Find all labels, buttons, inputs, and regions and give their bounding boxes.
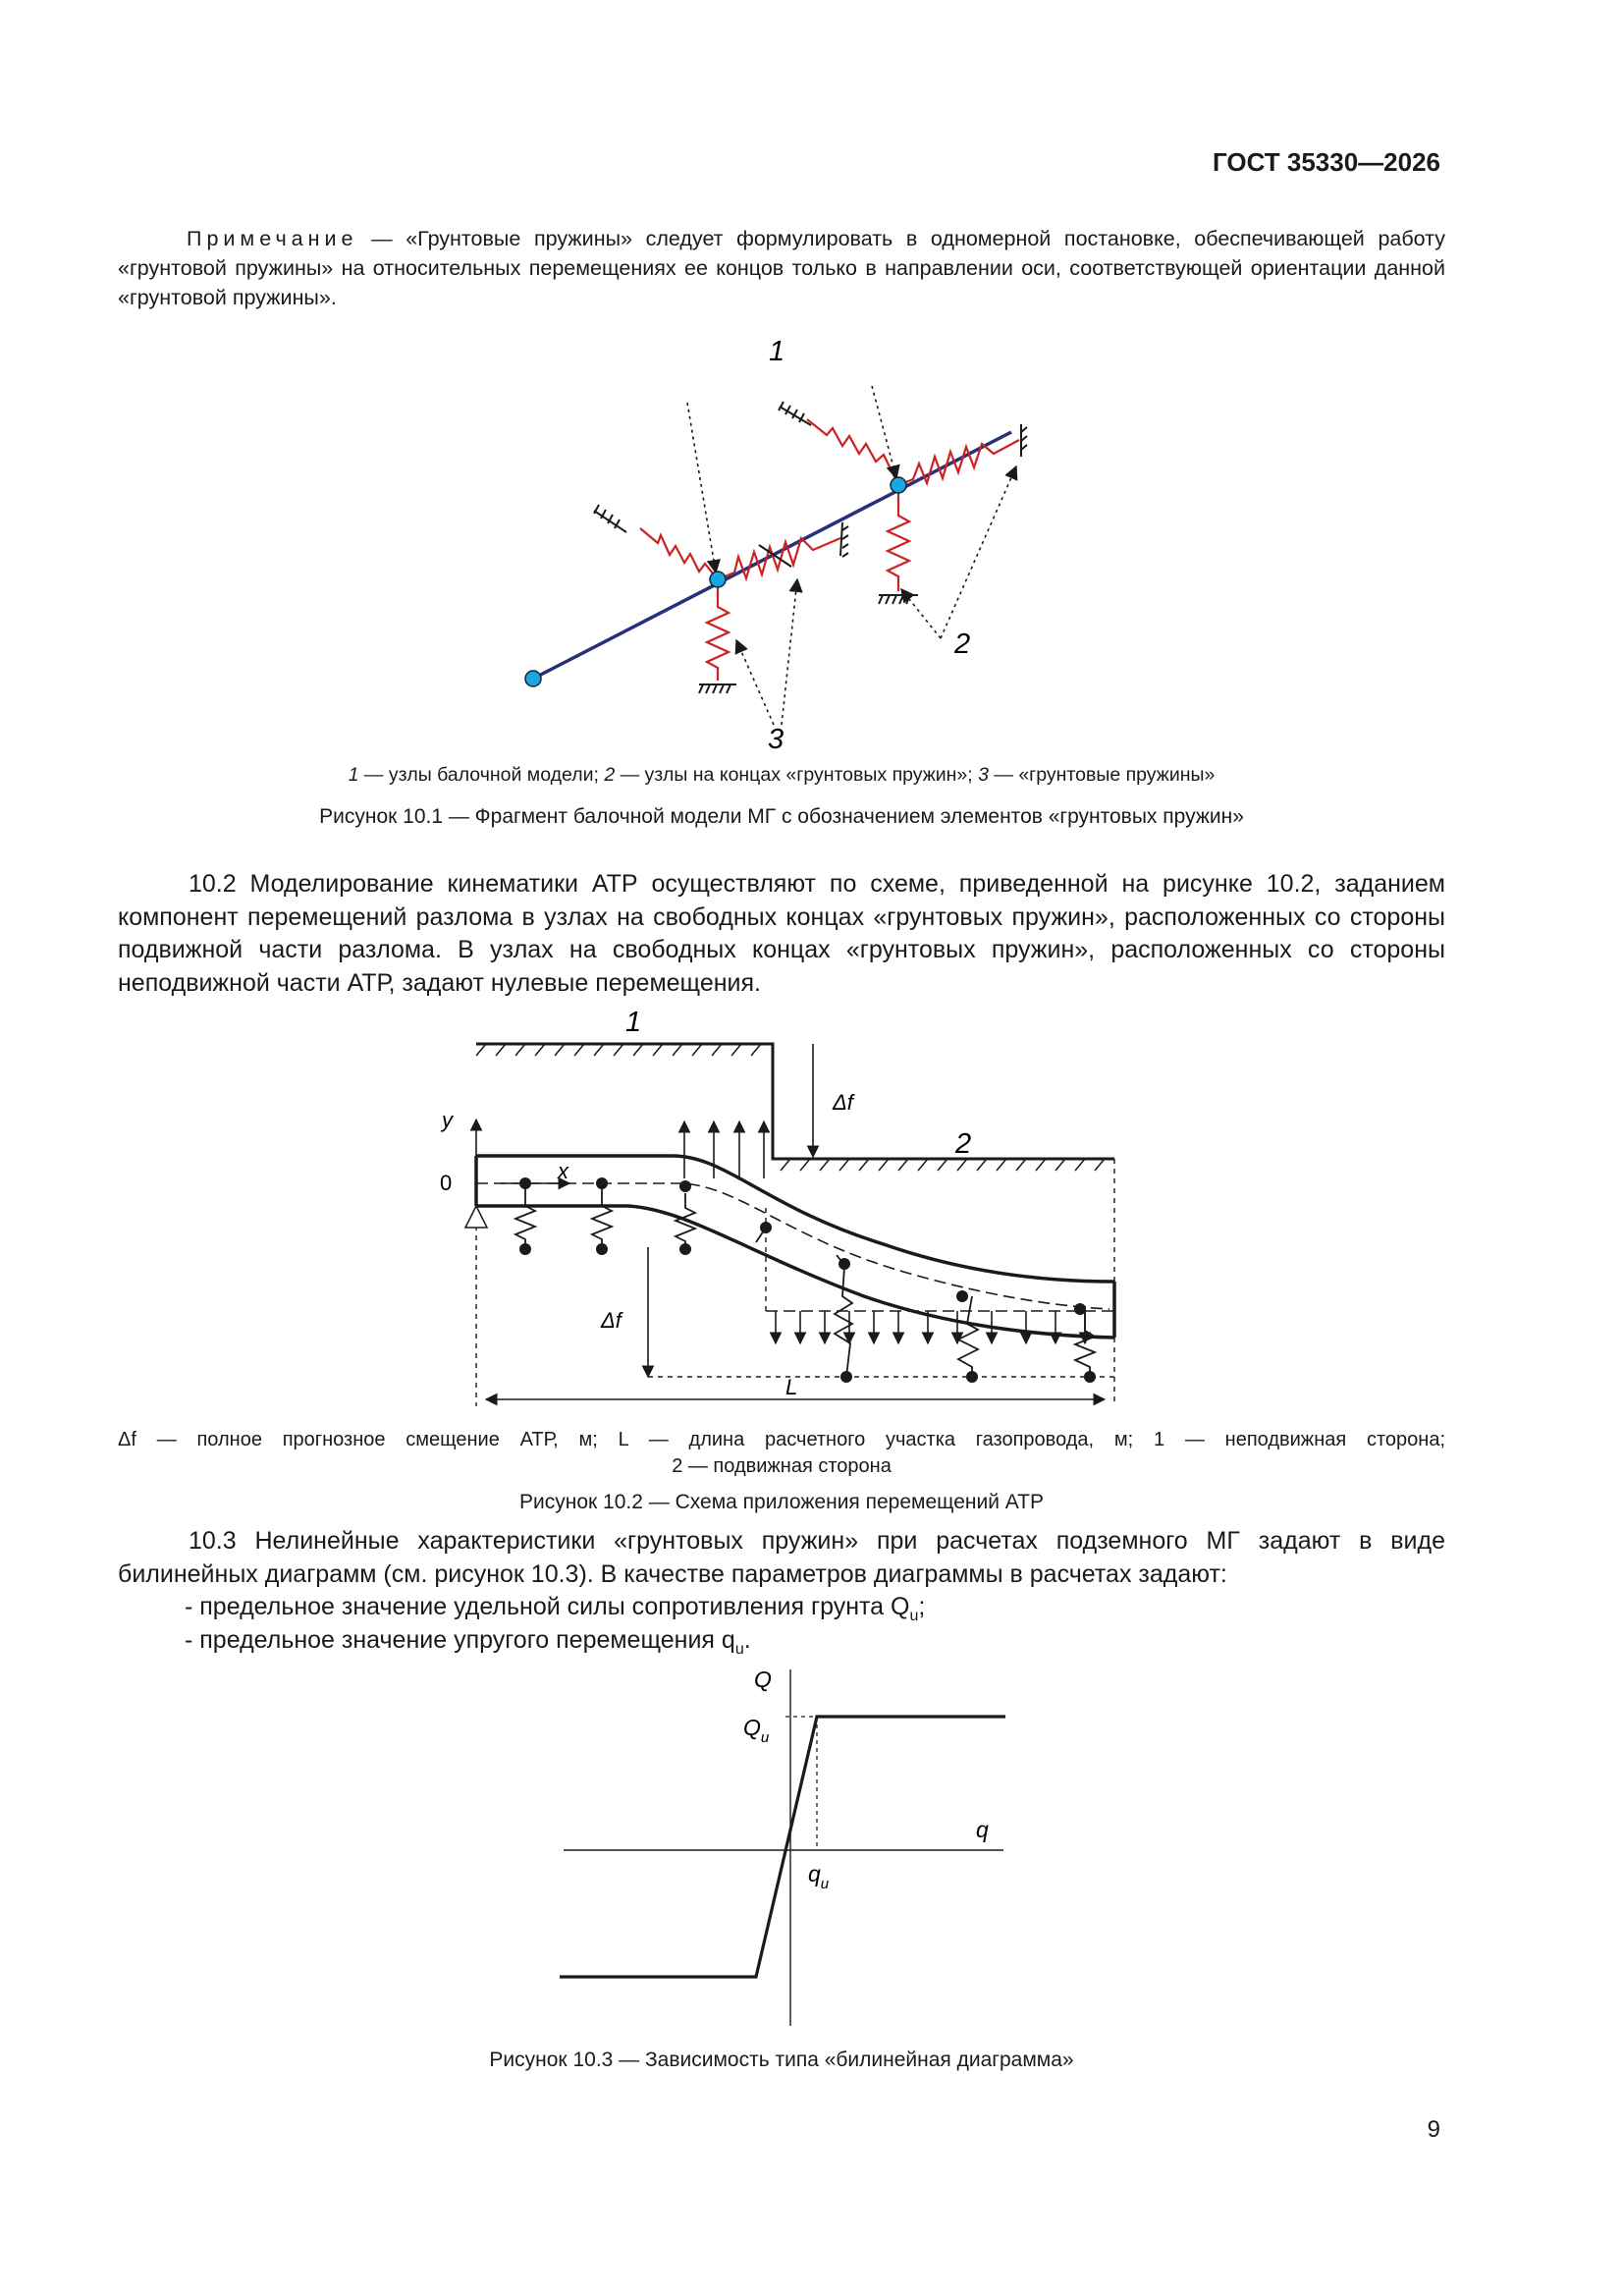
beam-node-a — [710, 572, 726, 587]
fig2-label-2: 2 — [955, 1128, 972, 1160]
fig2-label-df-left: Δf — [601, 1308, 622, 1333]
figure-10-1-diagram — [0, 324, 1623, 766]
fig2-label-1: 1 — [625, 1007, 642, 1038]
fixed-support — [465, 1206, 487, 1228]
fig2-label-L: L — [785, 1375, 798, 1399]
fig2-label-x: x — [558, 1159, 568, 1183]
pointer-arrows — [687, 386, 1016, 725]
fig3-label-Q: Q — [754, 1667, 772, 1692]
fig2-label-y: y — [442, 1108, 453, 1132]
figure-10-1-caption: Рисунок 10.1 — Фрагмент балочной модели МГ с обозначением элементов «грунтовых пружин» — [319, 805, 1244, 828]
section-10-2-paragraph: 10.2 Моделирование кинематики АТР осуществляют по схеме, приведенной на рисунке 10.2, заданием компонент перемещений разлома в узлах на свободных концах «грунтовых пружин», расположенных со стороны подвижной части разлома. В узлах на свободных концах «грунтовых пружин», расположенных со стороны неподвижной части АТР, задают нулевые перемещения. — [118, 870, 1445, 997]
dimension-guides — [476, 1159, 1114, 1406]
beam-end-node — [525, 671, 541, 686]
note-paragraph — [118, 224, 1445, 312]
figure-10-2-diagram — [0, 994, 1623, 1426]
bilinear-curve — [560, 1717, 1005, 1977]
fig3-label-q: q — [976, 1817, 989, 1842]
page-number: 9 — [1427, 2116, 1440, 2143]
standard-id: ГОСТ 35330—2026 — [1213, 147, 1440, 177]
ground-hatch — [476, 1044, 1105, 1171]
ground-surfaces — [476, 1044, 1114, 1159]
figure-10-3-diagram — [0, 1660, 1623, 2033]
figure-10-2-legend-line2: 2 — подвижная сторона — [672, 1455, 892, 1477]
section-10-3-paragraph: 10.3 Нелинейные характеристики «грунтовых пружин» при расчетах подземного МГ задают в виде билинейных диаграмм (см. рисунок 10.3). В качестве параметров диаграммы в расчетах задают: — [118, 1527, 1445, 1588]
fig1-label-2: 2 — [954, 629, 971, 660]
fig3-label-Qu: $Q_u$ — [743, 1715, 770, 1746]
figure-10-1-legend: 1 — узлы балочной модели; 2 — узлы на концах «грунтовых пружин»; 3 — «грунтовые пружины» — [348, 764, 1216, 786]
pipe-axis — [476, 1183, 1114, 1311]
bullet-qu: - предельное значение удельной силы сопротивления грунта $Q_u$; — [185, 1593, 926, 1624]
fig1-label-3: 3 — [768, 724, 784, 755]
bullet-qu-displacement: - предельное значение упругого перемещения $q_u$. — [185, 1626, 751, 1658]
fig3-label-qu: $q_u$ — [808, 1861, 830, 1892]
figure-10-3-caption: Рисунок 10.3 — Зависимость типа «билинейная диаграмма» — [489, 2049, 1074, 2071]
note-label: Примечание — [187, 227, 358, 250]
beam-node-b — [891, 477, 906, 493]
figure-10-2-caption: Рисунок 10.2 — Схема приложения перемещений АТР — [519, 1491, 1044, 1513]
fig1-label-1: 1 — [769, 336, 785, 367]
note-text: — «Грунтовые пружины» следует формулировать в одномерной постановке, обеспечивающей работу «грунтовой пружины» на относительных перемещениях ее концов только в направлении оси, соответствующей ориентации данной «грунтовой пружины». — [118, 227, 1445, 309]
springs-node-a — [640, 528, 840, 681]
fig2-label-df-top: Δf — [833, 1090, 853, 1115]
fig2-label-zero: 0 — [440, 1171, 453, 1195]
figure-10-2-legend-line1: Δf — полное прогнозное смещение АТР, м; L — длина расчетного участка газопровода, м; 1 — неподвижная сторона; — [118, 1429, 1445, 1450]
